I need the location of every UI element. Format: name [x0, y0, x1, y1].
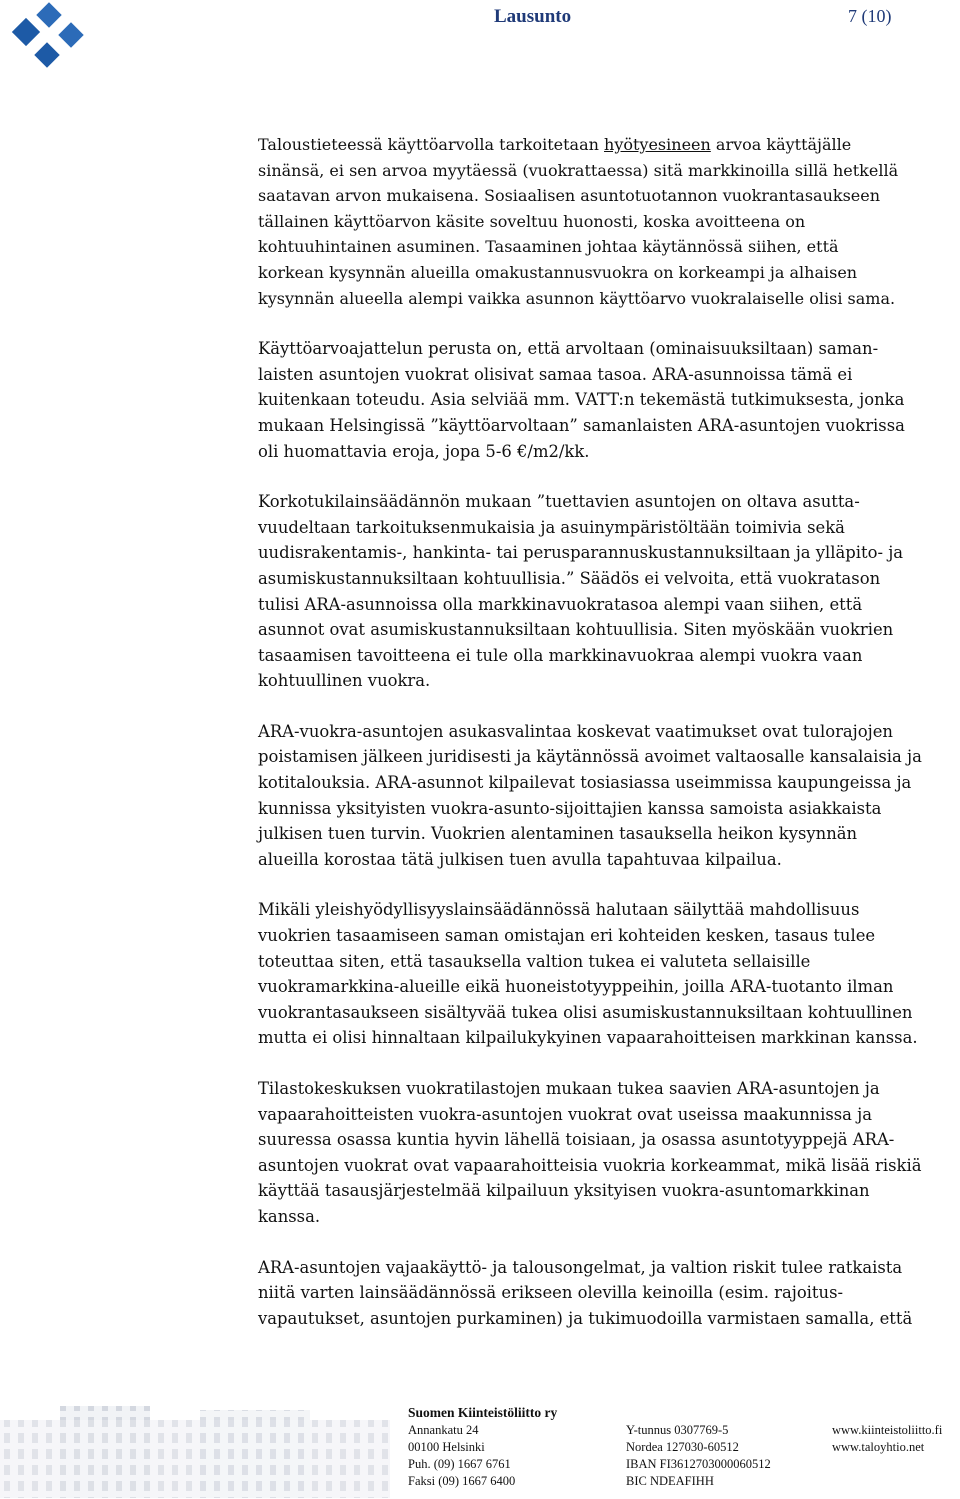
paragraph-line: mukaan Helsingissä ”käyttöarvoltaan” samanlaisten ARA-asuntojen vuokrissa — [258, 415, 905, 435]
paragraph-line: kohtuuhintainen asuminen. Tasaaminen johtaa käytännössä siihen, että — [258, 237, 839, 257]
paragraph-line: Mikäli yleishyödyllisyyslainsäädännössä halutaan säilyttää mahdollisuus — [258, 900, 860, 920]
paragraph-line: asumiskustannuksiltaan kohtuullisia.” Säädös ei velvoita, että vuokratason — [258, 568, 881, 588]
paragraph-4 — [258, 719, 958, 873]
paragraph-3 — [258, 489, 958, 694]
paragraph-line: tulisi ARA-asunnoissa olla markkinavuokratasoa alempi vaan siihen, että — [258, 594, 863, 614]
paragraph-line: Käyttöarvoajattelun perusta on, että arvoltaan (ominaisuuksiltaan) saman- — [258, 339, 879, 359]
building-facade-illustration — [0, 1398, 390, 1498]
paragraph-line: tällainen käyttöarvon käsite soveltuu huonosti, koska avoitteena on — [258, 211, 806, 231]
paragraph-line: vapautukset, asuntojen purkaminen) ja tukimuodoilla varmistaen samalla, että — [258, 1308, 913, 1328]
logo-diamond-left — [12, 18, 40, 46]
paragraph-line: kunnissa yksityisten vuokra-asunto-sijoittajien kanssa samoista asiakkaista — [258, 798, 882, 818]
footer-website-link[interactable]: www.taloyhtio.net — [832, 1440, 925, 1454]
footer-iban: IBAN FI3612703000060512 — [626, 1457, 771, 1471]
footer-websites — [832, 1422, 942, 1456]
paragraph-2 — [258, 336, 958, 464]
paragraph-7 — [258, 1255, 958, 1332]
document-body — [258, 132, 958, 1356]
paragraph-line: asunnot ovat asumiskustannuksiltaan kohtuullisia. Siten myöskään vuokrien — [258, 620, 894, 640]
paragraph-line: uudisrakentamis-, hankinta- tai perusparannuskustannuksiltaan ja ylläpito- ja — [258, 543, 904, 563]
paragraph-line: oli huomattavia eroja, jopa 5-6 €/m2/kk. — [258, 441, 590, 461]
paragraph-line: ARA-vuokra-asuntojen asukasvalintaa koskevat vaatimukset ovat tulorajojen — [258, 721, 893, 741]
logo-diamond-bottom — [34, 42, 59, 67]
footer-address-line: 00100 Helsinki — [408, 1440, 485, 1454]
paragraph-line: Korkotukilainsäädännön mukaan ”tuettavien asuntojen on oltava asutta- — [258, 492, 860, 512]
paragraph-line: sinänsä, ei sen arvoa myytäessä (vuokrattaessa) sitä markkinoilla sillä hetkellä — [258, 160, 899, 180]
paragraph-5 — [258, 897, 958, 1051]
paragraph-1 — [258, 132, 958, 311]
document-title: Lausunto — [494, 6, 572, 27]
logo-diamond-top — [36, 2, 61, 27]
paragraph-line: alueilla korostaa tätä julkisen tuen avulla tapahtuvaa kilpailua. — [258, 849, 782, 869]
paragraph-6 — [258, 1076, 958, 1230]
footer-phone: Puh. (09) 1667 6761 — [408, 1457, 511, 1471]
paragraph-line: käyttää tasausjärjestelmää kilpailuun yksityisen vuokra-asuntomarkkinan — [258, 1181, 870, 1201]
footer-organization: Suomen Kiinteistöliitto ry — [408, 1405, 558, 1420]
footer-business-id: Y-tunnus 0307769-5 — [626, 1423, 729, 1437]
paragraph-line: Tilastokeskuksen vuokratilastojen mukaan tukea saavien ARA-asuntojen ja — [258, 1079, 880, 1098]
paragraph-line: Taloustieteessä käyttöarvolla tarkoitetaan hyötyesineen arvoa käyttäjälle — [258, 135, 852, 154]
paragraph-line: toteuttaa siten, että tasauksella valtion tukea ei valuteta sellaisille — [258, 951, 811, 971]
footer-bic: BIC NDEAFIHH — [626, 1474, 714, 1488]
paragraph-line: mutta ei olisi hinnaltaan kilpailukykyinen vapaarahoitteisen markkinan kanssa. — [258, 1028, 918, 1048]
paragraph-line: vuokrien tasaamiseen saman omistajan eri kohteiden kesken, tasaus tulee — [258, 926, 876, 946]
paragraph-line: kanssa. — [258, 1206, 321, 1226]
paragraph-line: tasaamisen tavoitteena ei tule olla markkinavuokraa alempi vuokra vaan — [258, 645, 863, 665]
footer-bank-account: Nordea 127030-60512 — [626, 1440, 739, 1454]
paragraph-line: vuokrantasaukseen sisältyvää tukea olisi asumiskustannuksiltaan kohtuullinen — [258, 1002, 913, 1022]
footer-bank-info — [626, 1422, 771, 1490]
paragraph-line: poistamisen jälkeen juridisesti ja käytännössä avoimet valtaosalle kansalaisia ja — [258, 747, 922, 767]
paragraph-line: vapaarahoitteisten vuokra-asuntojen vuokrat ovat useissa maakunnissa ja — [258, 1104, 873, 1124]
paragraph-line: suuressa osassa kuntia hyvin lähellä toisiaan, ja osassa asuntotyyppejä ARA- — [258, 1130, 895, 1150]
paragraph-line: julkisen tuen turvin. Vuokrien alentaminen tasauksella heikon kysynnän — [258, 824, 858, 844]
paragraph-line: kotitalouksia. ARA-asunnot kilpailevat tosiasiassa useimmissa kaupungeissa ja — [258, 773, 912, 793]
logo-diamond-right — [58, 22, 83, 47]
paragraph-line: ARA-asuntojen vajaakäyttö- ja talousongelmat, ja valtion riskit tulee ratkaista — [258, 1257, 903, 1277]
paragraph-line: laisten asuntojen vuokrat olisivat samaa tasoa. ARA-asunnoissa tämä ei — [258, 364, 853, 384]
footer-address — [408, 1422, 515, 1490]
page-number: 7 (10) — [848, 6, 892, 26]
paragraph-line: vuokramarkkina-alueille eikä huoneistotyyppeihin, joilla ARA-tuotanto ilman — [258, 977, 894, 997]
paragraph-line: vuudeltaan tarkoituksenmukaisia ja asuinympäristöltään toimivia sekä — [258, 517, 845, 537]
paragraph-line: kohtuullinen vuokra. — [258, 671, 431, 691]
underlined-term: hyötyesineen — [604, 135, 711, 154]
paragraph-line: asuntojen vuokrat ovat vapaarahoitteisia vuokria korkeammat, mikä lisää riskiä — [258, 1155, 922, 1175]
paragraph-line: kuitenkaan toteudu. Asia selviää mm. VATT:n tekemästä tutkimuksesta, jonka — [258, 390, 905, 410]
paragraph-line: niitä varten lainsäädännössä erikseen olevilla keinoilla (esim. rajoitus- — [258, 1283, 844, 1303]
paragraph-line: saatavan arvon mukaisena. Sosiaalisen asuntotuotannon vuokrantasaukseen — [258, 186, 881, 206]
footer-website-link[interactable]: www.kiinteistoliitto.fi — [832, 1423, 943, 1437]
organization-logo — [8, 2, 88, 82]
paragraph-line: korkean kysynnän alueilla omakustannusvuokra on korkeampi ja alhaisen — [258, 262, 858, 282]
paragraph-line: kysynnän alueella alempi vaikka asunnon käyttöarvo vuokralaiselle olisi sama. — [258, 288, 896, 308]
footer-fax: Faksi (09) 1667 6400 — [408, 1474, 516, 1488]
footer-address-line: Annankatu 24 — [408, 1423, 479, 1437]
